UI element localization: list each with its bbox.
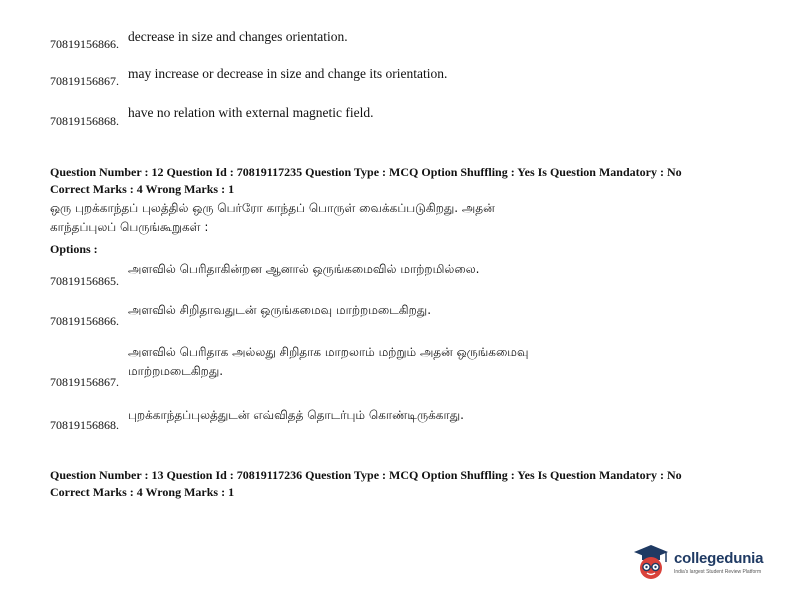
option-text: அளவில் பெரிதாகின்றன ஆனால் ஒருங்கமைவில் மாற்றமில்லை. bbox=[128, 262, 480, 276]
option-id: 70819156865. bbox=[50, 274, 119, 288]
option-text: அளவில் பெரிதாக அல்லது சிறிதாக மாறலாம் மற்றும் அதன் ஒருங்கமைவு bbox=[128, 345, 529, 359]
option-id: 70819156867. bbox=[50, 74, 119, 88]
question-text: ஒரு புறக்காந்தப் புலத்தில் ஒரு பெர்ரோ காந்தப் பொருள் வைக்கப்படுகிறது. அதன் bbox=[50, 201, 495, 215]
option-text: புறக்காந்தப்புலத்துடன் எவ்விதத் தொடர்பும் கொண்டிருக்காது. bbox=[128, 408, 464, 422]
option-id: 70819156866. bbox=[50, 314, 119, 328]
option-text: have no relation with external magnetic field. bbox=[128, 105, 374, 120]
option-id: 70819156868. bbox=[50, 114, 119, 128]
student-mascot-icon bbox=[630, 540, 672, 584]
logo-wordmark: collegedunia bbox=[674, 550, 764, 567]
option-text: அளவில் சிறிதாவதுடன் ஒருங்கமைவு மாற்றமடைகிறது. bbox=[128, 303, 432, 317]
logo-tagline: India's largest Student Review Platform bbox=[674, 569, 762, 575]
option-id: 70819156867. bbox=[50, 375, 119, 389]
marks-line: Correct Marks : 4 Wrong Marks : 1 bbox=[50, 182, 235, 196]
option-text-cont: மாற்றமடைகிறது. bbox=[128, 364, 224, 378]
option-text: decrease in size and changes orientation. bbox=[128, 29, 348, 44]
question-header: Question Number : 13 Question Id : 70819117236 Question Type : MCQ Option Shuffling : Yes Is Question Mandatory : No bbox=[50, 468, 682, 482]
option-text: may increase or decrease in size and change its orientation. bbox=[128, 66, 448, 81]
collegedunia-logo bbox=[630, 540, 770, 586]
marks-line: Correct Marks : 4 Wrong Marks : 1 bbox=[50, 485, 235, 499]
question-header: Question Number : 12 Question Id : 70819117235 Question Type : MCQ Option Shuffling : Yes Is Question Mandatory : No bbox=[50, 165, 682, 179]
option-id: 70819156868. bbox=[50, 418, 119, 432]
question-text-cont: காந்தப்புலப் பெருங்கூறுகள் : bbox=[50, 220, 209, 234]
option-id: 70819156866. bbox=[50, 37, 119, 51]
options-label: Options : bbox=[50, 242, 98, 256]
